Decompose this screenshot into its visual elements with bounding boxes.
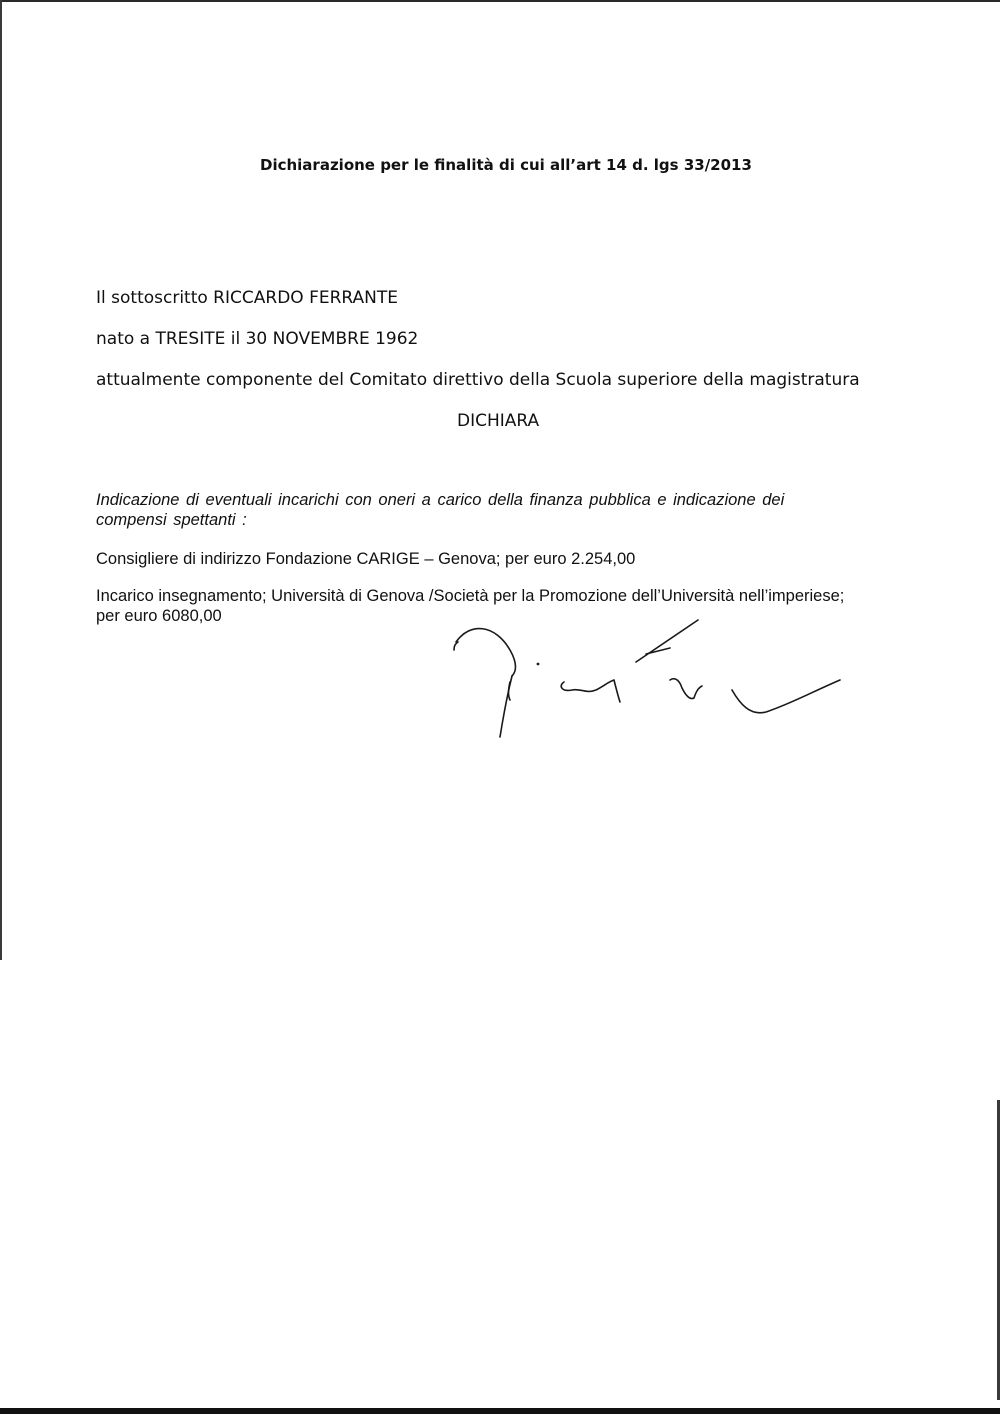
role-line: attualmente componente del Comitato direttivo della Scuola superiore della magistratura xyxy=(96,370,860,390)
declarant-line: Il sottoscritto RICCARDO FERRANTE xyxy=(96,288,398,308)
assignment-item: Incarico insegnamento; Università di Genova /Società per la Promozione dell’Università nell’imperiese; per euro 6080,00 xyxy=(96,587,845,625)
handwritten-signature xyxy=(440,612,860,747)
assignments-intro: Indicazione di eventuali incarichi con oneri a carico della finanza pubblica e indicazione dei compensi spettanti : xyxy=(96,491,785,529)
scan-edge-top xyxy=(0,0,1000,2)
scan-edge-bottom xyxy=(0,1408,1000,1414)
scan-edge-left xyxy=(0,0,2,960)
birth-line: nato a TRESITE il 30 NOVEMBRE 1962 xyxy=(96,329,419,349)
assignment-item: Consigliere di indirizzo Fondazione CARIGE – Genova; per euro 2.254,00 xyxy=(96,550,636,568)
document-title: Dichiarazione per le finalità di cui all’art 14 d. lgs 33/2013 xyxy=(260,156,752,174)
declaration-heading: DICHIARA xyxy=(457,411,540,431)
